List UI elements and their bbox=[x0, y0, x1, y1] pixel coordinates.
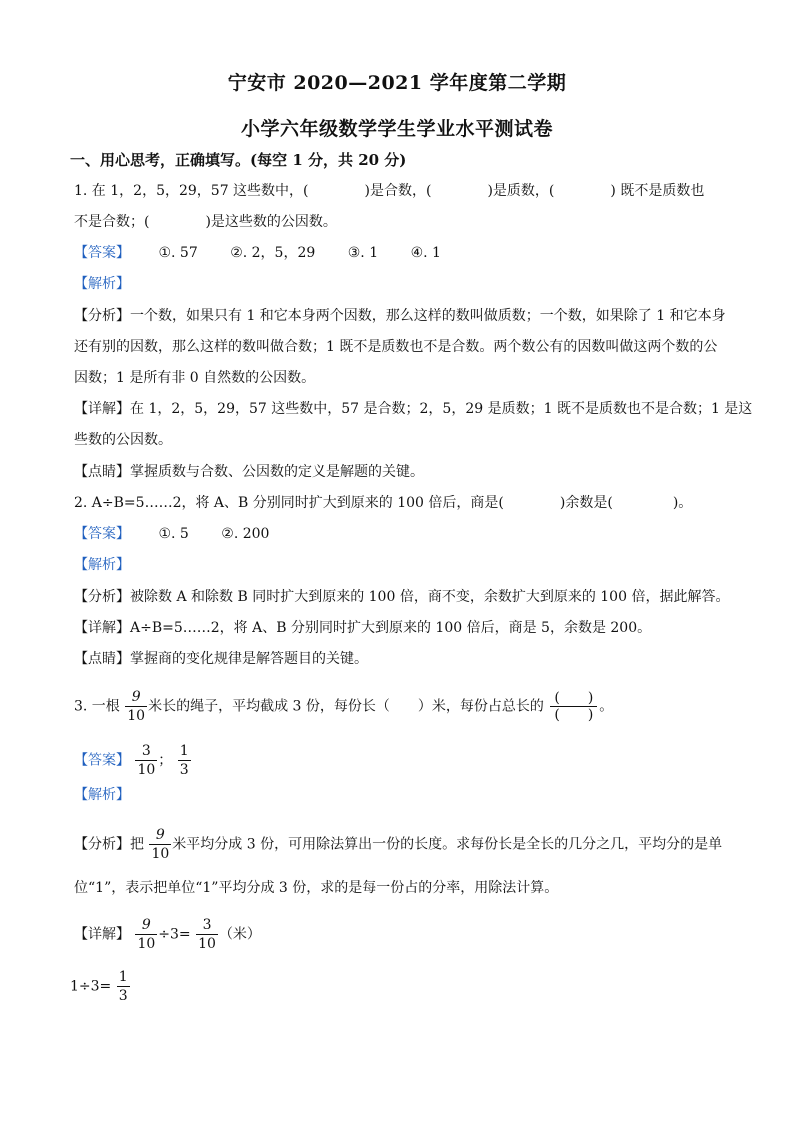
q3-answer-fraction-2: $\frac{1}{3}$ bbox=[179, 743, 189, 778]
q1-fenxi-line2: 还有别的因数，那么这样的数叫做合数；1 既不是质数也不是合数。两个数公有的因数叫做这两个数的公 bbox=[74, 339, 718, 355]
q3-stem: 3. 一根 $\frac{9}{10}$ 米长的绳子，平均截成 3 份，每份长（ ）米，每份占总长的 ( ) ( ) 。 bbox=[74, 689, 614, 724]
q1-detail-line2: 些数的公因数。 bbox=[74, 432, 172, 448]
q3-rope-fraction: $\frac{9}{10}$ bbox=[127, 689, 146, 724]
q3-detail-fraction: $\frac{9}{10}$ bbox=[137, 917, 156, 952]
q3-detail-result-fraction: $\frac{3}{10}$ bbox=[198, 917, 216, 952]
q3-answer: 【答案】 $\frac{3}{10}$ ； $\frac{1}{3}$ bbox=[74, 743, 189, 778]
q1-detail-line1: 【详解】在 1，2，5，29，57 这些数中，57 是合数；2，5，29 是质数；1 既不是质数也不是合数；1 是这 bbox=[74, 401, 753, 417]
q3-answer-fraction-1: $\frac{3}{10}$ bbox=[137, 743, 156, 778]
q2-answer: 【答案】 ①. 5 ②. 200 bbox=[74, 526, 270, 542]
q1-fenxi-line1: 【分析】一个数，如果只有 1 和它本身两个因数，那么这样的数叫做质数；一个数，如果除了 1 和它本身 bbox=[74, 308, 726, 324]
q3-fenxi-line1: 【分析】把 $\frac{9}{10}$ 米平均分成 3 份，可用除法算出一份的长度。求每份长是全长的几分之几，平均分的是单 bbox=[74, 827, 723, 862]
q1-answer: 【答案】 ①. 57 ②. 2，5，29 ③. 1 ④. 1 bbox=[74, 245, 441, 261]
q2-point: 【点睛】掌握商的变化规律是解答题目的关键。 bbox=[74, 651, 368, 667]
q3-analysis-tag: 【解析】 bbox=[74, 787, 130, 803]
page-title: 宁安市 2020—2021 学年度第二学期 bbox=[227, 72, 567, 94]
q3-fenxi-fraction: $\frac{9}{10}$ bbox=[151, 827, 170, 862]
q2-stem: 2. A÷B=5……2，将 A、B 分别同时扩大到原来的 100 倍后，商是( )余数是( )。 bbox=[74, 495, 693, 511]
q1-stem-line1: 1. 在 1，2，5，29，57 这些数中，( )是合数，( )是质数，( ) 既不是质数也 bbox=[74, 183, 705, 199]
section-heading: 一、用心思考，正确填写。(每空 1 分，共 20 分) bbox=[70, 151, 407, 169]
q2-detail: 【详解】A÷B=5……2，将 A、B 分别同时扩大到原来的 100 倍后，商是 5，余数是 200。 bbox=[74, 620, 652, 636]
q3-detail: 【详解】 $\frac{9}{10}$ ÷3= $\frac{3}{10}$ （米） bbox=[74, 917, 261, 952]
q1-stem-line2: 不是合数；( )是这些数的公因数。 bbox=[74, 214, 337, 230]
q3-calc-2: 1÷3= $\frac{1}{3}$ bbox=[70, 969, 128, 1004]
q3-blank-fraction: ( ) ( ) bbox=[550, 690, 597, 723]
q1-fenxi-line3: 因数；1 是所有非 0 自然数的公因数。 bbox=[74, 370, 316, 386]
q1-point: 【点睛】掌握质数与合数、公因数的定义是解题的关键。 bbox=[74, 464, 424, 480]
q1-analysis-tag: 【解析】 bbox=[74, 276, 130, 292]
q2-fenxi: 【分析】被除数 A 和除数 B 同时扩大到原来的 100 倍，商不变，余数扩大到原来的 100 倍，据此解答。 bbox=[74, 589, 730, 605]
page-subtitle: 小学六年级数学学生学业水平测试卷 bbox=[240, 118, 553, 140]
q3-calc-fraction: $\frac{1}{3}$ bbox=[118, 969, 128, 1004]
q3-fenxi-line2: 位“1”，表示把单位“1”平均分成 3 份，求的是每一份占的分率，用除法计算。 bbox=[74, 880, 559, 896]
q2-analysis-tag: 【解析】 bbox=[74, 557, 130, 573]
